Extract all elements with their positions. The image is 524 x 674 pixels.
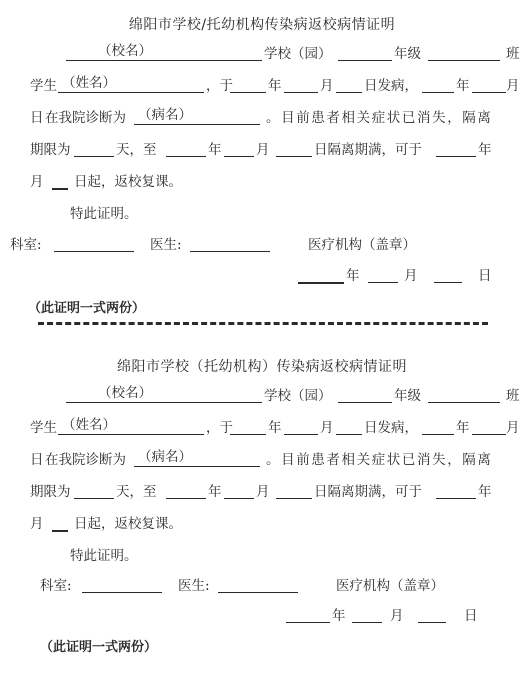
month-label: 月 [256, 142, 270, 158]
grade-field[interactable] [428, 386, 500, 403]
return-row [30, 172, 490, 192]
isolation-end-label: 日隔离期满，可于 [314, 142, 422, 158]
day-label: 日 [30, 452, 44, 468]
isolation-days-field[interactable] [74, 482, 114, 499]
copies-note: （此证明一式两份） [40, 640, 158, 655]
disease-field[interactable] [134, 108, 260, 125]
month-label: 月 [506, 78, 520, 94]
month-label: 月 [390, 608, 404, 624]
institution-label: 医疗机构（盖章） [308, 237, 416, 253]
grade-label: 年级 [394, 388, 421, 404]
dept-label: 科室: [40, 578, 72, 594]
doctor-field[interactable] [218, 576, 298, 593]
copies-note: （此证明一式两份） [28, 301, 146, 316]
month-label: 月 [30, 174, 44, 190]
year-label: 年 [208, 142, 222, 158]
school-row [30, 43, 520, 64]
year-label: 年 [332, 608, 346, 624]
year-label: 年 [456, 78, 470, 94]
issue-day-field[interactable] [434, 266, 462, 283]
year-label: 年 [346, 268, 360, 284]
month-label: 月 [256, 484, 270, 500]
disease-placeholder: （病名） [138, 107, 192, 123]
school-type-field[interactable] [338, 44, 392, 61]
isolation-end-year-field[interactable] [166, 482, 206, 499]
isolation-row [30, 140, 490, 160]
institution-label: 医疗机构（盖章） [336, 578, 444, 594]
issue-month-field[interactable] [352, 606, 382, 623]
hereby-text: 特此证明。 [70, 548, 138, 564]
student-label: 学生 [30, 420, 57, 436]
onset-label: 日发病， [364, 78, 418, 94]
cut-line-divider [38, 322, 488, 325]
diagnosis-row [30, 449, 493, 470]
year-label: 年 [268, 78, 282, 94]
student-name-placeholder: （姓名） [62, 75, 116, 91]
symptoms-text: 。目前患者相关症状已消失，隔离 [266, 110, 493, 126]
isolation-end-month-field[interactable] [224, 482, 254, 499]
student-name-placeholder: （姓名） [62, 417, 116, 433]
dept-field[interactable] [82, 576, 162, 593]
onset-at-label: ，于 [206, 78, 233, 94]
month-label: 月 [320, 78, 334, 94]
isolation-end-year-field[interactable] [166, 140, 206, 157]
onset-day-field[interactable] [336, 76, 362, 93]
student-name-field[interactable] [58, 418, 204, 435]
hereby-row [30, 546, 490, 566]
year-label: 年 [456, 420, 470, 436]
diagnosis-year-field[interactable] [422, 76, 454, 93]
grade-label: 年级 [394, 46, 421, 62]
date-row [30, 606, 490, 626]
hereby-row [30, 204, 490, 224]
onset-year-field[interactable] [230, 76, 266, 93]
return-year-field[interactable] [436, 482, 476, 499]
isolation-end-label: 日隔离期满，可于 [314, 484, 422, 500]
signature-row [10, 235, 490, 255]
days-label: 天，至 [116, 142, 157, 158]
year-label: 年 [268, 420, 282, 436]
isolation-days-field[interactable] [74, 140, 114, 157]
school-name-placeholder: （校名） [98, 43, 152, 59]
isolation-label: 期限为 [30, 484, 71, 500]
isolation-row [30, 482, 490, 502]
certificate-title: 绵阳市学校（托幼机构）传染病返校病情证明 [117, 359, 407, 375]
return-day-field[interactable] [52, 172, 68, 190]
return-label: 日起，返校复课。 [74, 516, 182, 532]
diagnosis-month-field[interactable] [472, 418, 506, 435]
issue-year-field[interactable] [298, 266, 344, 284]
isolation-end-month-field[interactable] [224, 140, 254, 157]
disease-placeholder: （病名） [138, 449, 192, 465]
school-row [30, 385, 520, 406]
return-day-field[interactable] [52, 514, 68, 532]
onset-year-field[interactable] [230, 418, 266, 435]
month-label: 月 [30, 516, 44, 532]
month-label: 月 [404, 268, 418, 284]
onset-month-field[interactable] [284, 76, 318, 93]
issue-day-field[interactable] [418, 606, 446, 623]
year-label: 年 [208, 484, 222, 500]
diagnosed-label: 在我院诊断为 [45, 110, 126, 126]
school-name-field[interactable] [66, 44, 262, 61]
onset-label: 日发病， [364, 420, 418, 436]
student-label: 学生 [30, 78, 57, 94]
doctor-field[interactable] [190, 235, 270, 252]
isolation-end-day-field[interactable] [276, 140, 312, 157]
day-label: 日 [464, 608, 478, 624]
month-label: 月 [320, 420, 334, 436]
diagnosed-label: 在我院诊断为 [45, 452, 126, 468]
school-name-field[interactable] [66, 386, 262, 403]
month-label: 月 [506, 420, 520, 436]
signature-row [40, 576, 490, 596]
doctor-label: 医生: [178, 578, 210, 594]
isolation-end-day-field[interactable] [276, 482, 312, 499]
day-label: 日 [30, 110, 44, 126]
days-label: 天，至 [116, 484, 157, 500]
dept-field[interactable] [54, 235, 134, 252]
return-label: 日起，返校复课。 [74, 174, 182, 190]
school-name-placeholder: （校名） [98, 385, 152, 401]
issue-year-field[interactable] [286, 606, 330, 623]
day-label: 日 [478, 268, 492, 284]
symptoms-text: 。目前患者相关症状已消失，隔离 [266, 452, 493, 468]
date-row [30, 266, 490, 286]
doctor-label: 医生: [150, 237, 182, 253]
student-name-field[interactable] [58, 76, 204, 93]
return-row [30, 514, 490, 534]
school-type-field[interactable] [338, 386, 392, 403]
return-year-field[interactable] [436, 140, 476, 157]
onset-month-field[interactable] [284, 418, 318, 435]
onset-at-label: ，于 [206, 420, 233, 436]
class-label: 班 [506, 388, 520, 404]
diagnosis-row [30, 107, 493, 128]
grade-field[interactable] [428, 44, 500, 61]
certificate-title: 绵阳市学校/托幼机构传染病返校病情证明 [128, 17, 396, 33]
hereby-text: 特此证明。 [70, 206, 138, 222]
dept-label: 科室: [10, 237, 42, 253]
diagnosis-year-field[interactable] [422, 418, 454, 435]
isolation-label: 期限为 [30, 142, 71, 158]
year-label: 年 [478, 484, 492, 500]
year-label: 年 [478, 142, 492, 158]
disease-field[interactable] [134, 450, 260, 467]
issue-month-field[interactable] [368, 266, 398, 283]
diagnosis-month-field[interactable] [472, 76, 506, 93]
student-row [30, 75, 520, 96]
student-row [30, 417, 520, 438]
class-label: 班 [506, 46, 520, 62]
school-label: 学校（园） [264, 46, 332, 62]
onset-day-field[interactable] [336, 418, 362, 435]
school-label: 学校（园） [264, 388, 332, 404]
